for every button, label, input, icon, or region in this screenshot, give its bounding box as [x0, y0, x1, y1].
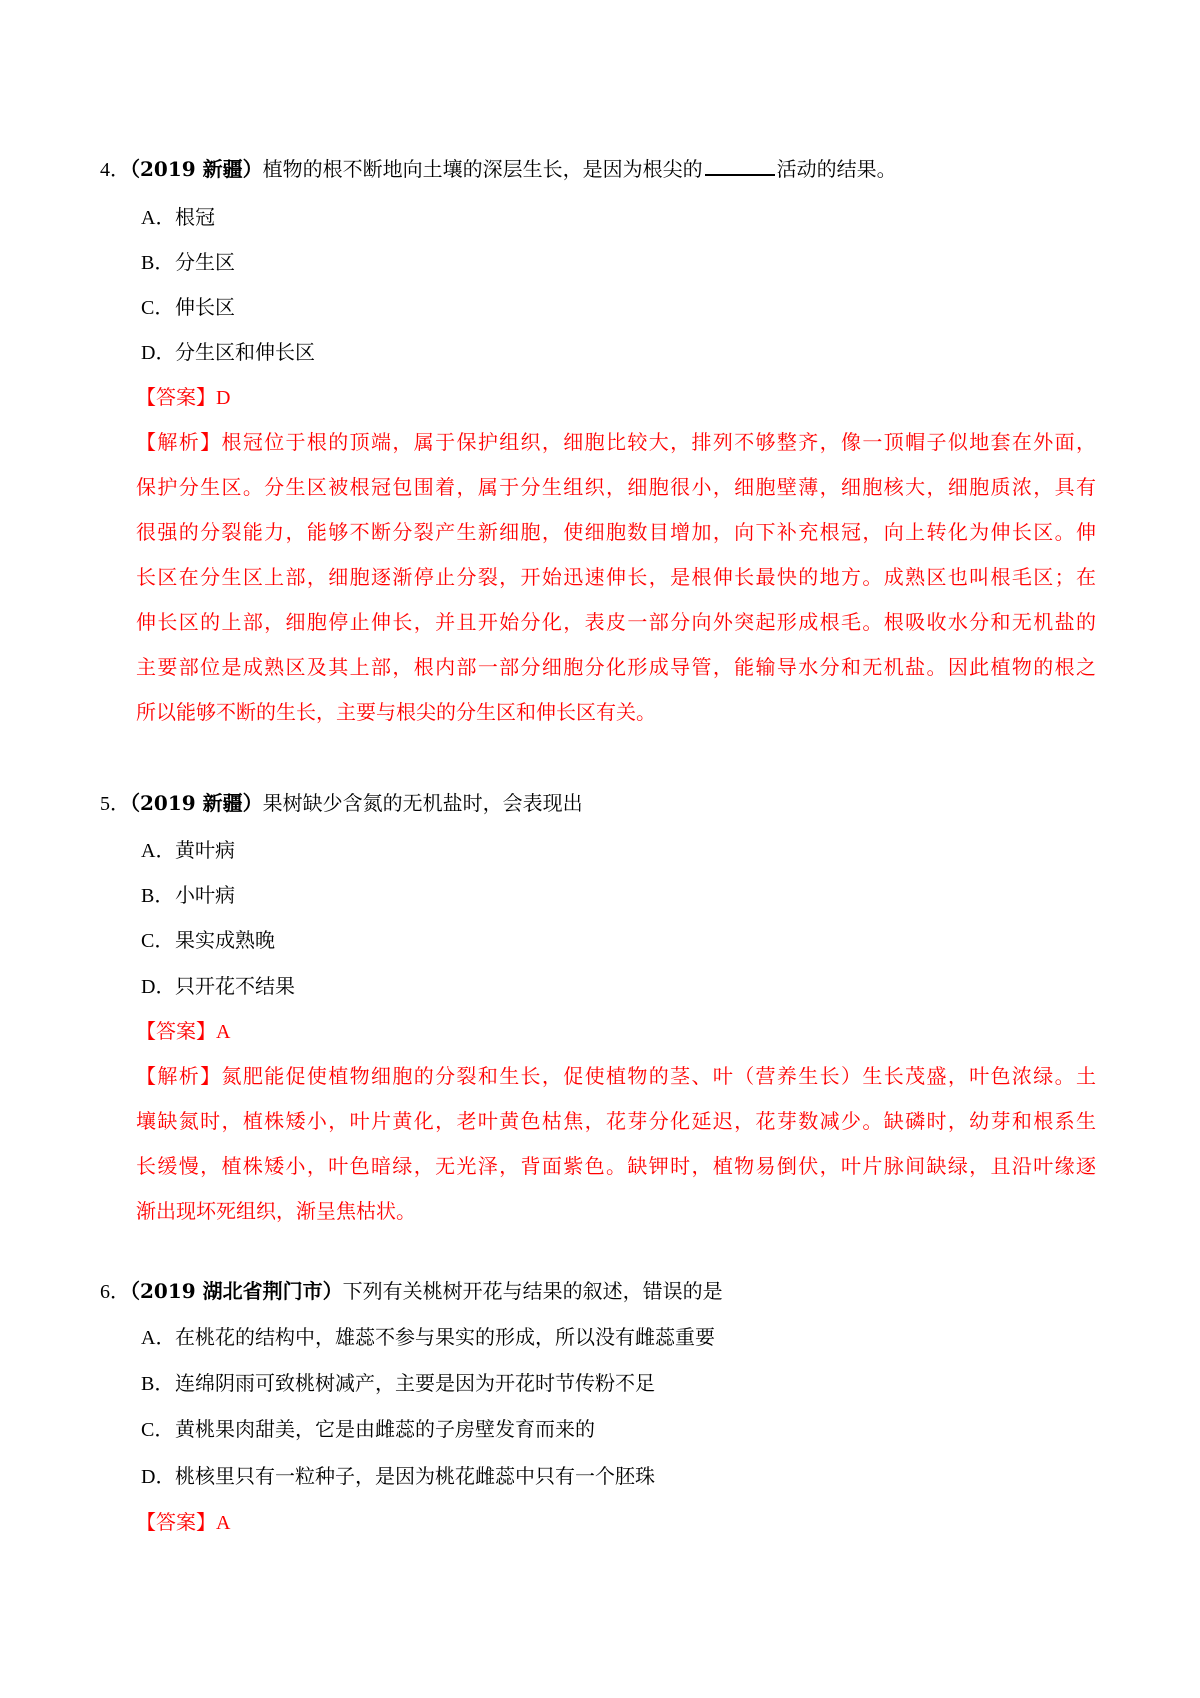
option-text: 根冠	[175, 205, 215, 229]
option-letter: A．	[141, 1327, 176, 1349]
option-text: 伸长区	[175, 295, 235, 319]
option-letter: B．	[141, 885, 175, 907]
option-letter: C．	[141, 297, 175, 319]
answer-label: 【答案】	[136, 1019, 216, 1043]
option-b	[141, 1369, 1101, 1398]
option-letter: A．	[141, 207, 176, 229]
question-source: （2019 新疆）	[130, 157, 263, 181]
option-text: 只开花不结果	[175, 974, 295, 998]
option-d	[141, 338, 1101, 367]
question-source: （2019 湖北省荆门市）	[130, 1279, 343, 1303]
option-text: 小叶病	[175, 883, 235, 907]
question-source: （2019 新疆）	[130, 791, 263, 815]
question-text: 下列有关桃树开花与结果的叙述，错误的是	[342, 1279, 723, 1303]
analysis-line: 长区在分生区上部，细胞逐渐停止分裂，开始迅速伸长，是根伸长最快的地方。成熟区也叫根毛区；在	[136, 565, 1096, 589]
option-c	[141, 926, 1101, 955]
question-text: 果树缺少含氮的无机盐时，会表现出	[262, 791, 583, 815]
option-letter: C．	[141, 930, 175, 952]
answer	[136, 1508, 230, 1537]
analysis-line: 保护分生区。分生区被根冠包围着，属于分生组织，细胞很小，细胞壁薄，细胞核大，细胞质浓，具有	[136, 475, 1096, 499]
analysis-label: 【解析】	[136, 1064, 222, 1088]
analysis	[136, 428, 1096, 743]
answer-label: 【答案】	[136, 1510, 216, 1534]
analysis-line: 很强的分裂能力，能够不断分裂产生新细胞，使细胞数目增加，向下补充根冠，向上转化为伸长区。伸	[136, 520, 1096, 544]
option-c	[141, 293, 1101, 322]
option-b	[141, 248, 1101, 277]
question-number: 6．	[100, 1281, 130, 1303]
answer	[136, 1017, 230, 1046]
analysis-line: 壤缺氮时，植株矮小，叶片黄化，老叶黄色枯焦，花芽分化延迟，花芽数减少。缺磷时，幼芽和根系生	[136, 1109, 1096, 1133]
option-text: 在桃花的结构中，雄蕊不参与果实的形成，所以没有雌蕊重要	[175, 1325, 715, 1349]
analysis	[136, 1062, 1096, 1242]
option-c	[141, 1415, 1101, 1444]
option-a	[141, 836, 1101, 865]
analysis-line: 所以能够不断的生长，主要与根尖的分生区和伸长区有关。	[136, 700, 656, 724]
answer-value: A	[216, 1512, 231, 1534]
answer-value: D	[216, 387, 231, 409]
option-letter: B．	[141, 252, 175, 274]
option-letter: C．	[141, 1419, 175, 1441]
question-6-stem	[100, 1277, 1100, 1306]
option-letter: D．	[141, 1466, 176, 1488]
option-d	[141, 972, 1101, 1001]
option-text: 黄叶病	[175, 838, 235, 862]
option-text: 连绵阴雨可致桃树减产，主要是因为开花时节传粉不足	[175, 1371, 655, 1395]
question-4-stem	[100, 155, 1100, 184]
question-5-stem	[100, 789, 1100, 818]
option-letter: D．	[141, 976, 176, 998]
analysis-line: 【解析】氮肥能促使植物细胞的分裂和生长，促使植物的茎、叶（营养生长）生长茂盛，叶色浓绿。土	[136, 1064, 1096, 1088]
analysis-line: 伸长区的上部，细胞停止伸长，并且开始分化，表皮一部分向外突起形成根毛。根吸收水分和无机盐的	[136, 610, 1096, 634]
option-letter: B．	[141, 1373, 175, 1395]
option-text: 果实成熟晚	[175, 928, 275, 952]
answer-value: A	[216, 1021, 231, 1043]
fill-blank	[705, 156, 775, 176]
option-text: 分生区	[175, 250, 235, 274]
option-text: 桃核里只有一粒种子，是因为桃花雌蕊中只有一个胚珠	[175, 1464, 655, 1488]
question-text: 植物的根不断地向土壤的深层生长，是因为根尖的	[262, 157, 703, 181]
question-number: 5．	[100, 793, 130, 815]
analysis-line: 渐出现坏死组织，渐呈焦枯状。	[136, 1199, 416, 1223]
question-text-after-blank: 活动的结果。	[776, 157, 897, 181]
option-a	[141, 203, 1101, 232]
analysis-line: 【解析】根冠位于根的顶端，属于保护组织，细胞比较大，排列不够整齐，像一顶帽子似地套在外面，	[136, 430, 1096, 454]
option-d	[141, 1462, 1101, 1491]
answer	[136, 383, 230, 412]
option-text: 黄桃果肉甜美，它是由雌蕊的子房壁发育而来的	[175, 1417, 595, 1441]
question-number: 4．	[100, 159, 130, 181]
analysis-line: 主要部位是成熟区及其上部，根内部一部分细胞分化形成导管，能输导水分和无机盐。因此植物的根之	[136, 655, 1096, 679]
option-letter: A．	[141, 840, 176, 862]
answer-label: 【答案】	[136, 385, 216, 409]
analysis-label: 【解析】	[136, 430, 222, 454]
option-b	[141, 881, 1101, 910]
analysis-line: 长缓慢，植株矮小，叶色暗绿，无光泽，背面紫色。缺钾时，植物易倒伏，叶片脉间缺绿，且沿叶缘逐	[136, 1154, 1096, 1178]
option-a	[141, 1323, 1101, 1352]
option-letter: D．	[141, 342, 176, 364]
option-text: 分生区和伸长区	[175, 340, 315, 364]
